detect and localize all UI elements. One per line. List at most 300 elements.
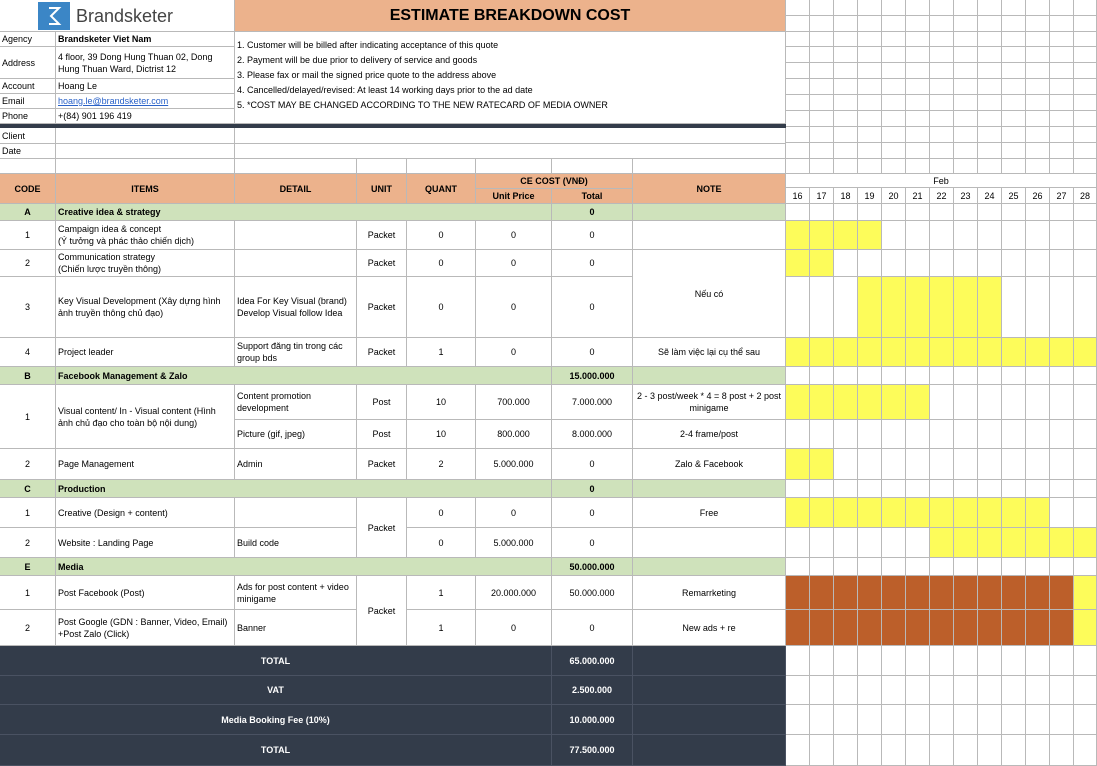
timeline-blank-cell xyxy=(1074,0,1097,16)
timeline-cell xyxy=(1026,367,1050,385)
timeline-cell xyxy=(834,528,858,558)
row-item: Creative (Design + content) xyxy=(56,498,235,528)
spacer-cell xyxy=(407,159,476,174)
section-total: 0 xyxy=(552,480,633,498)
timeline-bar xyxy=(1026,528,1050,558)
timeline-blank-cell xyxy=(1074,159,1097,174)
timeline-blank-cell xyxy=(1002,143,1026,159)
timeline-cell xyxy=(1002,558,1026,576)
timeline-blank-cell xyxy=(1002,16,1026,32)
row-code: 1 xyxy=(0,385,56,449)
timeline-bar xyxy=(978,610,1002,646)
timeline-cell xyxy=(930,420,954,449)
timeline-cell xyxy=(786,558,810,576)
timeline-cell xyxy=(834,420,858,449)
timeline-cell xyxy=(810,735,834,766)
timeline-blank-cell xyxy=(810,63,834,79)
timeline-blank-cell xyxy=(954,111,978,127)
timeline-cell xyxy=(930,646,954,676)
term-1: 1. Customer will be billed after indicating acceptance of this quote xyxy=(237,40,499,50)
timeline-cell xyxy=(882,250,906,277)
timeline-blank-cell xyxy=(978,143,1002,159)
timeline-blank-cell xyxy=(954,63,978,79)
timeline-blank-cell xyxy=(810,0,834,16)
timeline-cell xyxy=(1026,204,1050,221)
row-total: 50.000.000 xyxy=(552,576,633,610)
timeline-blank-cell xyxy=(882,143,906,159)
timeline-cell xyxy=(930,735,954,766)
row-code: 2 xyxy=(0,250,56,277)
timeline-cell xyxy=(858,646,882,676)
row-quant: 1 xyxy=(407,576,476,610)
timeline-blank-cell xyxy=(1074,32,1097,47)
timeline-bar xyxy=(1026,576,1050,610)
timeline-bar xyxy=(1074,338,1097,367)
timeline-blank-cell xyxy=(1074,79,1097,95)
row-detail: Idea For Key Visual (brand) Develop Visual follow Idea xyxy=(235,277,357,338)
timeline-blank-cell xyxy=(1050,63,1074,79)
timeline-cell xyxy=(954,204,978,221)
timeline-blank-cell xyxy=(906,159,930,174)
timeline-bar xyxy=(906,338,930,367)
summary-label: Media Booking Fee (10%) xyxy=(0,705,552,735)
timeline-cell xyxy=(1002,480,1026,498)
timeline-cell xyxy=(954,367,978,385)
timeline-blank-cell xyxy=(1002,0,1026,16)
timeline-blank-cell xyxy=(930,127,954,143)
timeline-bar xyxy=(1002,498,1026,528)
timeline-cell xyxy=(930,385,954,420)
section-total: 50.000.000 xyxy=(552,558,633,576)
timeline-cell xyxy=(906,676,930,705)
timeline-blank-cell xyxy=(978,0,1002,16)
row-detail: Admin xyxy=(235,449,357,480)
timeline-cell xyxy=(978,449,1002,480)
timeline-cell xyxy=(834,367,858,385)
row-unit: Packet xyxy=(357,498,407,558)
timeline-bar xyxy=(906,498,930,528)
timeline-cell xyxy=(954,420,978,449)
timeline-blank-cell xyxy=(1074,111,1097,127)
timeline-cell xyxy=(954,735,978,766)
timeline-bar xyxy=(978,277,1002,338)
timeline-blank-cell xyxy=(882,79,906,95)
timeline-blank-cell xyxy=(954,95,978,111)
timeline-cell xyxy=(1026,420,1050,449)
row-total: 0 xyxy=(552,449,633,480)
row-code: 2 xyxy=(0,610,56,646)
timeline-blank-cell xyxy=(906,0,930,16)
timeline-cell xyxy=(1026,735,1050,766)
timeline-cell xyxy=(786,480,810,498)
timeline-blank-cell xyxy=(786,0,810,16)
timeline-bar xyxy=(1026,610,1050,646)
section-name: Facebook Management & Zalo xyxy=(56,367,552,385)
row-quant: 0 xyxy=(407,221,476,250)
timeline-cell xyxy=(930,449,954,480)
timeline-cell xyxy=(1026,385,1050,420)
timeline-bar xyxy=(786,449,810,480)
row-code: 2 xyxy=(0,449,56,480)
summary-note xyxy=(633,646,786,676)
timeline-cell xyxy=(882,204,906,221)
timeline-cell xyxy=(1050,367,1074,385)
timeline-bar xyxy=(978,528,1002,558)
timeline-bar xyxy=(786,576,810,610)
timeline-bar xyxy=(906,576,930,610)
timeline-cell xyxy=(786,676,810,705)
timeline-cell xyxy=(858,735,882,766)
timeline-blank-cell xyxy=(858,95,882,111)
summary-note xyxy=(633,735,786,766)
section-total: 15.000.000 xyxy=(552,367,633,385)
timeline-cell xyxy=(906,449,930,480)
timeline-day: 28 xyxy=(1074,188,1097,204)
timeline-bar xyxy=(834,576,858,610)
row-item: Communication strategy (Chiến lược truyền thông) xyxy=(56,250,235,277)
timeline-cell xyxy=(810,367,834,385)
row-item: Project leader xyxy=(56,338,235,367)
timeline-bar xyxy=(858,221,882,250)
timeline-bar xyxy=(1050,338,1074,367)
timeline-cell xyxy=(1002,735,1026,766)
timeline-bar xyxy=(1002,338,1026,367)
row-detail: Picture (gif, jpeg) xyxy=(235,420,357,449)
timeline-bar xyxy=(954,528,978,558)
timeline-cell xyxy=(786,528,810,558)
term-4: 4. Cancelled/delayed/revised: At least 14 working days prior to the ad date xyxy=(237,85,533,95)
row-unit: Packet xyxy=(357,250,407,277)
timeline-blank-cell xyxy=(930,95,954,111)
brand-name: Brandsketer xyxy=(76,5,174,26)
timeline-blank-cell xyxy=(1050,111,1074,127)
timeline-blank-cell xyxy=(810,127,834,143)
row-note: Zalo & Facebook xyxy=(633,449,786,480)
timeline-cell xyxy=(1074,385,1097,420)
timeline-blank-cell xyxy=(906,16,930,32)
timeline-cell xyxy=(978,480,1002,498)
timeline-cell xyxy=(786,646,810,676)
timeline-bar xyxy=(930,610,954,646)
timeline-blank-cell xyxy=(810,159,834,174)
timeline-cell xyxy=(1050,558,1074,576)
section-note xyxy=(633,558,786,576)
timeline-day: 25 xyxy=(1002,188,1026,204)
row-quant: 1 xyxy=(407,610,476,646)
timeline-blank-cell xyxy=(930,47,954,63)
section-note xyxy=(633,480,786,498)
timeline-bar xyxy=(930,528,954,558)
client-field[interactable] xyxy=(56,128,235,144)
timeline-blank-cell xyxy=(834,143,858,159)
timeline-bar xyxy=(858,277,882,338)
timeline-cell xyxy=(978,221,1002,250)
timeline-blank-cell xyxy=(954,127,978,143)
row-quant: 2 xyxy=(407,449,476,480)
timeline-bar xyxy=(1050,610,1074,646)
email-link[interactable]: hoang.le@brandsketer.com xyxy=(56,94,235,109)
row-unit-price: 5.000.000 xyxy=(476,449,552,480)
timeline-cell xyxy=(906,250,930,277)
timeline-bar xyxy=(954,576,978,610)
row-code: 2 xyxy=(0,528,56,558)
timeline-day: 19 xyxy=(858,188,882,204)
row-detail: Build code xyxy=(235,528,357,558)
timeline-blank-cell xyxy=(1026,159,1050,174)
spacer-cell xyxy=(56,159,235,174)
timeline-blank-cell xyxy=(1074,143,1097,159)
timeline-cell xyxy=(858,250,882,277)
timeline-day: 18 xyxy=(834,188,858,204)
timeline-blank-cell xyxy=(1050,143,1074,159)
timeline-blank-cell xyxy=(882,127,906,143)
row-total: 0 xyxy=(552,250,633,277)
timeline-day: 16 xyxy=(786,188,810,204)
timeline-blank-cell xyxy=(1050,79,1074,95)
row-note xyxy=(633,221,786,250)
timeline-blank-cell xyxy=(978,111,1002,127)
timeline-day: 24 xyxy=(978,188,1002,204)
timeline-bar xyxy=(786,221,810,250)
timeline-bar xyxy=(882,277,906,338)
spacer-cell xyxy=(235,159,357,174)
timeline-bar xyxy=(954,610,978,646)
timeline-cell xyxy=(1002,250,1026,277)
timeline-cell xyxy=(1026,480,1050,498)
timeline-blank-cell xyxy=(858,79,882,95)
timeline-cell xyxy=(1026,449,1050,480)
timeline-cell xyxy=(882,480,906,498)
timeline-blank-cell xyxy=(858,143,882,159)
timeline-cell xyxy=(834,705,858,735)
timeline-blank-cell xyxy=(858,32,882,47)
timeline-bar xyxy=(858,498,882,528)
timeline-cell xyxy=(1026,676,1050,705)
timeline-bar xyxy=(1074,610,1097,646)
summary-label: TOTAL xyxy=(0,646,552,676)
timeline-bar xyxy=(1074,528,1097,558)
timeline-cell xyxy=(882,735,906,766)
row-code: 4 xyxy=(0,338,56,367)
timeline-cell xyxy=(810,277,834,338)
summary-label: TOTAL xyxy=(0,735,552,766)
spacer-cell xyxy=(357,159,407,174)
spacer-cell xyxy=(476,159,552,174)
timeline-day: 22 xyxy=(930,188,954,204)
timeline-blank-cell xyxy=(834,63,858,79)
timeline-blank-cell xyxy=(882,47,906,63)
timeline-bar xyxy=(954,277,978,338)
terms-block xyxy=(235,32,786,124)
row-unit-price: 0 xyxy=(476,250,552,277)
summary-note xyxy=(633,676,786,705)
timeline-bar xyxy=(834,385,858,420)
timeline-cell xyxy=(858,420,882,449)
timeline-blank-cell xyxy=(786,143,810,159)
row-quant: 0 xyxy=(407,528,476,558)
timeline-blank-cell xyxy=(858,16,882,32)
timeline-cell xyxy=(1002,221,1026,250)
timeline-cell xyxy=(1002,204,1026,221)
timeline-cell xyxy=(810,558,834,576)
row-unit: Packet xyxy=(357,338,407,367)
timeline-day: 21 xyxy=(906,188,930,204)
timeline-blank-cell xyxy=(978,159,1002,174)
timeline-day: 20 xyxy=(882,188,906,204)
timeline-blank-cell xyxy=(954,159,978,174)
timeline-blank-cell xyxy=(906,79,930,95)
row-total: 8.000.000 xyxy=(552,420,633,449)
timeline-cell xyxy=(1002,676,1026,705)
timeline-blank-cell xyxy=(978,32,1002,47)
timeline-blank-cell xyxy=(978,127,1002,143)
row-detail xyxy=(235,221,357,250)
row-quant: 10 xyxy=(407,420,476,449)
row-unit-price: 0 xyxy=(476,221,552,250)
timeline-bar xyxy=(882,338,906,367)
timeline-blank-cell xyxy=(906,63,930,79)
timeline-cell xyxy=(882,676,906,705)
timeline-blank-cell xyxy=(1050,159,1074,174)
timeline-blank-cell xyxy=(1026,63,1050,79)
timeline-blank-cell xyxy=(786,16,810,32)
col-unitprice-header: Unit Price xyxy=(476,189,552,204)
timeline-cell xyxy=(1074,250,1097,277)
timeline-cell xyxy=(1074,735,1097,766)
timeline-cell xyxy=(1074,558,1097,576)
timeline-blank-cell xyxy=(930,0,954,16)
timeline-cell xyxy=(906,528,930,558)
timeline-blank-cell xyxy=(834,95,858,111)
timeline-cell xyxy=(1002,449,1026,480)
timeline-cell xyxy=(906,705,930,735)
timeline-blank-cell xyxy=(786,111,810,127)
row-unit-price: 20.000.000 xyxy=(476,576,552,610)
timeline-blank-cell xyxy=(834,47,858,63)
timeline-cell xyxy=(882,558,906,576)
row-total: 0 xyxy=(552,498,633,528)
timeline-bar xyxy=(930,576,954,610)
timeline-cell xyxy=(954,385,978,420)
row-total: 0 xyxy=(552,610,633,646)
row-unit-price: 0 xyxy=(476,277,552,338)
row-note xyxy=(633,528,786,558)
row-unit: Packet xyxy=(357,277,407,338)
timeline-cell xyxy=(882,449,906,480)
timeline-cell xyxy=(1026,277,1050,338)
timeline-cell xyxy=(906,558,930,576)
timeline-blank-cell xyxy=(1026,0,1050,16)
timeline-blank-cell xyxy=(786,47,810,63)
row-total: 0 xyxy=(552,221,633,250)
timeline-blank-cell xyxy=(882,63,906,79)
section-total: 0 xyxy=(552,204,633,221)
timeline-blank-cell xyxy=(978,47,1002,63)
col-total-header: Total xyxy=(552,189,633,204)
timeline-bar xyxy=(858,576,882,610)
timeline-cell xyxy=(1074,498,1097,528)
summary-value: 10.000.000 xyxy=(552,705,633,735)
timeline-blank-cell xyxy=(882,16,906,32)
timeline-blank-cell xyxy=(834,32,858,47)
row-detail: Banner xyxy=(235,610,357,646)
row-detail xyxy=(235,250,357,277)
timeline-cell xyxy=(834,676,858,705)
email-label: Email xyxy=(0,94,56,109)
timeline-cell xyxy=(858,204,882,221)
timeline-blank-cell xyxy=(786,63,810,79)
timeline-blank-cell xyxy=(930,63,954,79)
timeline-bar xyxy=(906,610,930,646)
timeline-cell xyxy=(978,367,1002,385)
timeline-cell xyxy=(1074,204,1097,221)
timeline-bar xyxy=(810,449,834,480)
timeline-cell xyxy=(834,480,858,498)
timeline-blank-cell xyxy=(858,47,882,63)
section-code: C xyxy=(0,480,56,498)
timeline-blank-cell xyxy=(954,143,978,159)
timeline-bar xyxy=(810,385,834,420)
timeline-cell xyxy=(1026,221,1050,250)
row-note: Remarrketing xyxy=(633,576,786,610)
timeline-cell xyxy=(810,204,834,221)
timeline-cell xyxy=(1074,449,1097,480)
timeline-blank-cell xyxy=(906,143,930,159)
timeline-cell xyxy=(858,367,882,385)
timeline-cell xyxy=(1002,367,1026,385)
timeline-blank-cell xyxy=(1074,63,1097,79)
timeline-blank-cell xyxy=(810,47,834,63)
timeline-blank-cell xyxy=(1026,16,1050,32)
timeline-bar xyxy=(978,498,1002,528)
timeline-blank-cell xyxy=(930,111,954,127)
timeline-cell xyxy=(1050,449,1074,480)
timeline-cell xyxy=(1002,420,1026,449)
timeline-cell xyxy=(858,558,882,576)
row-note: Free xyxy=(633,498,786,528)
spacer-cell xyxy=(552,159,633,174)
timeline-cell xyxy=(906,221,930,250)
timeline-cell xyxy=(810,705,834,735)
timeline-cell xyxy=(786,420,810,449)
brand-logo-icon xyxy=(38,2,70,30)
row-unit-price: 0 xyxy=(476,610,552,646)
timeline-cell xyxy=(1050,204,1074,221)
section-code: A xyxy=(0,204,56,221)
agency-value: Brandsketer Viet Nam xyxy=(56,32,235,47)
timeline-bar xyxy=(954,498,978,528)
timeline-bar xyxy=(1002,576,1026,610)
section-name: Media xyxy=(56,558,552,576)
timeline-cell xyxy=(930,250,954,277)
term-5: 5. *COST MAY BE CHANGED ACCORDING TO THE NEW RATECARD OF MEDIA OWNER xyxy=(237,100,608,110)
timeline-blank-cell xyxy=(1002,127,1026,143)
col-cecost-header: CE COST (VNĐ) xyxy=(476,174,633,189)
timeline-cell xyxy=(906,420,930,449)
date-field[interactable] xyxy=(56,144,235,159)
timeline-cell xyxy=(786,367,810,385)
timeline-bar xyxy=(978,576,1002,610)
timeline-blank-cell xyxy=(954,32,978,47)
timeline-blank-cell xyxy=(930,32,954,47)
timeline-bar xyxy=(858,385,882,420)
timeline-blank-cell xyxy=(882,32,906,47)
timeline-cell xyxy=(810,676,834,705)
timeline-bar xyxy=(930,338,954,367)
timeline-bar xyxy=(810,576,834,610)
section-code: B xyxy=(0,367,56,385)
timeline-bar xyxy=(810,610,834,646)
